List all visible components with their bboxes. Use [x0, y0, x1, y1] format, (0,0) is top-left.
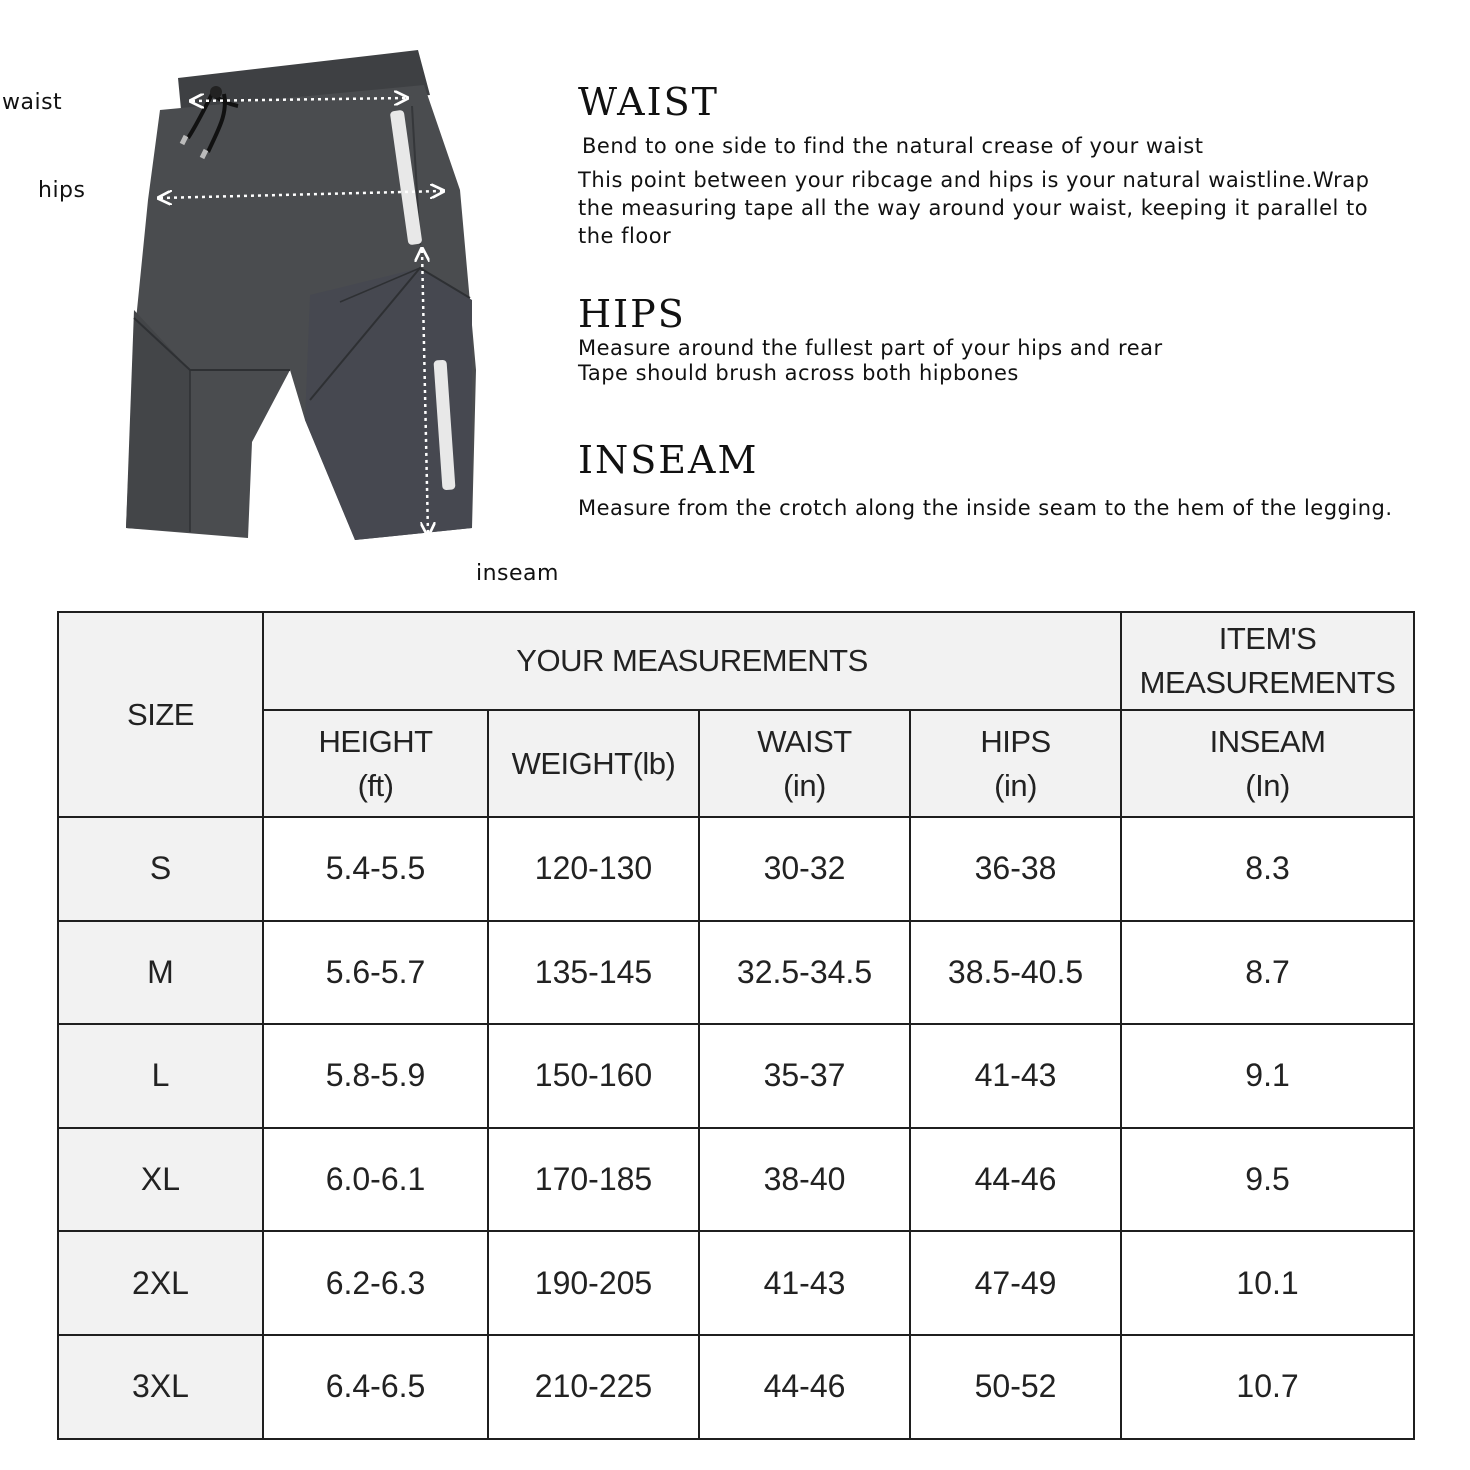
- table-row: [58, 1128, 1414, 1232]
- inseam-label: inseam: [476, 561, 559, 586]
- column-unit: (in): [994, 767, 1037, 803]
- column-name: HEIGHT: [318, 723, 433, 759]
- column-header: [1121, 710, 1414, 817]
- height-cell: 5.4-5.5: [263, 817, 488, 921]
- table-row: [58, 1024, 1414, 1128]
- column-unit: (ft): [357, 767, 394, 803]
- column-header: [263, 710, 488, 817]
- column-header: [910, 710, 1121, 817]
- hips-cell: 47-49: [910, 1231, 1121, 1335]
- size-cell: M: [58, 921, 263, 1025]
- waist-cell: 30-32: [699, 817, 910, 921]
- size-cell: 2XL: [58, 1231, 263, 1335]
- size-cell: 3XL: [58, 1335, 263, 1439]
- column-name: INSEAM: [1209, 723, 1326, 759]
- waist-cell: 41-43: [699, 1231, 910, 1335]
- column-header: [488, 710, 699, 817]
- column-name: HIPS: [980, 723, 1051, 759]
- inseam-guide-title: INSEAM: [578, 438, 759, 482]
- column-unit: (in): [783, 767, 826, 803]
- inseam-guide-text: Measure from the crotch along the inside seam to the hem of the legging.: [578, 496, 1393, 520]
- inseam-guide: [578, 438, 1408, 522]
- inseam-cell: 9.1: [1121, 1024, 1414, 1128]
- waist-guide-title: WAIST: [578, 80, 719, 124]
- waist-cell: 35-37: [699, 1024, 910, 1128]
- weight-cell: 170-185: [488, 1128, 699, 1232]
- inseam-cell: 8.7: [1121, 921, 1414, 1025]
- size-cell: XL: [58, 1128, 263, 1232]
- inseam-cell: 8.3: [1121, 817, 1414, 921]
- table-row: [58, 1231, 1414, 1335]
- hips-cell: 50-52: [910, 1335, 1121, 1439]
- table-row: [58, 921, 1414, 1025]
- hips-guide: [578, 292, 1408, 386]
- waist-guide-line2: This point between your ribcage and hips is your natural waistline.Wrap the measuring tape all the way around your waist, keeping it parallel to the floor: [578, 168, 1370, 248]
- column-header: [699, 710, 910, 817]
- shorts-illustration: [120, 40, 490, 570]
- hips-cell: 44-46: [910, 1128, 1121, 1232]
- size-cell: L: [58, 1024, 263, 1128]
- hips-guide-title: HIPS: [578, 292, 686, 336]
- height-cell: 6.4-6.5: [263, 1335, 488, 1439]
- weight-cell: 120-130: [488, 817, 699, 921]
- size-chart-table: [57, 611, 1415, 1440]
- weight-cell: 150-160: [488, 1024, 699, 1128]
- inseam-cell: 9.5: [1121, 1128, 1414, 1232]
- hips-guide-line1: Measure around the fullest part of your hips and rear: [578, 336, 1163, 360]
- hips-cell: 36-38: [910, 817, 1121, 921]
- weight-cell: 210-225: [488, 1335, 699, 1439]
- waist-label: waist: [2, 90, 63, 115]
- height-cell: 6.0-6.1: [263, 1128, 488, 1232]
- weight-cell: 190-205: [488, 1231, 699, 1335]
- column-name: WAIST: [757, 723, 852, 759]
- size-cell: S: [58, 817, 263, 921]
- table-row: [58, 817, 1414, 921]
- your-measurements-header: YOUR MEASUREMENTS: [263, 612, 1121, 710]
- waist-cell: 44-46: [699, 1335, 910, 1439]
- items-measurements-header: ITEM'S MEASUREMENTS: [1121, 612, 1414, 710]
- inseam-cell: 10.7: [1121, 1335, 1414, 1439]
- column-name: WEIGHT(lb): [511, 745, 676, 781]
- table-row: [58, 1335, 1414, 1439]
- hips-guide-line2: Tape should brush across both hipbones: [578, 361, 1019, 385]
- height-cell: 5.6-5.7: [263, 921, 488, 1025]
- waist-guide-line1: Bend to one side to find the natural crease of your waist: [582, 134, 1204, 158]
- waist-cell: 38-40: [699, 1128, 910, 1232]
- waist-cell: 32.5-34.5: [699, 921, 910, 1025]
- column-unit: (In): [1245, 767, 1290, 803]
- weight-cell: 135-145: [488, 921, 699, 1025]
- height-cell: 6.2-6.3: [263, 1231, 488, 1335]
- size-header: SIZE: [58, 612, 263, 817]
- hips-label: hips: [38, 178, 86, 203]
- height-cell: 5.8-5.9: [263, 1024, 488, 1128]
- waist-guide: [578, 80, 1408, 250]
- hips-cell: 38.5-40.5: [910, 921, 1121, 1025]
- hips-cell: 41-43: [910, 1024, 1121, 1128]
- inseam-cell: 10.1: [1121, 1231, 1414, 1335]
